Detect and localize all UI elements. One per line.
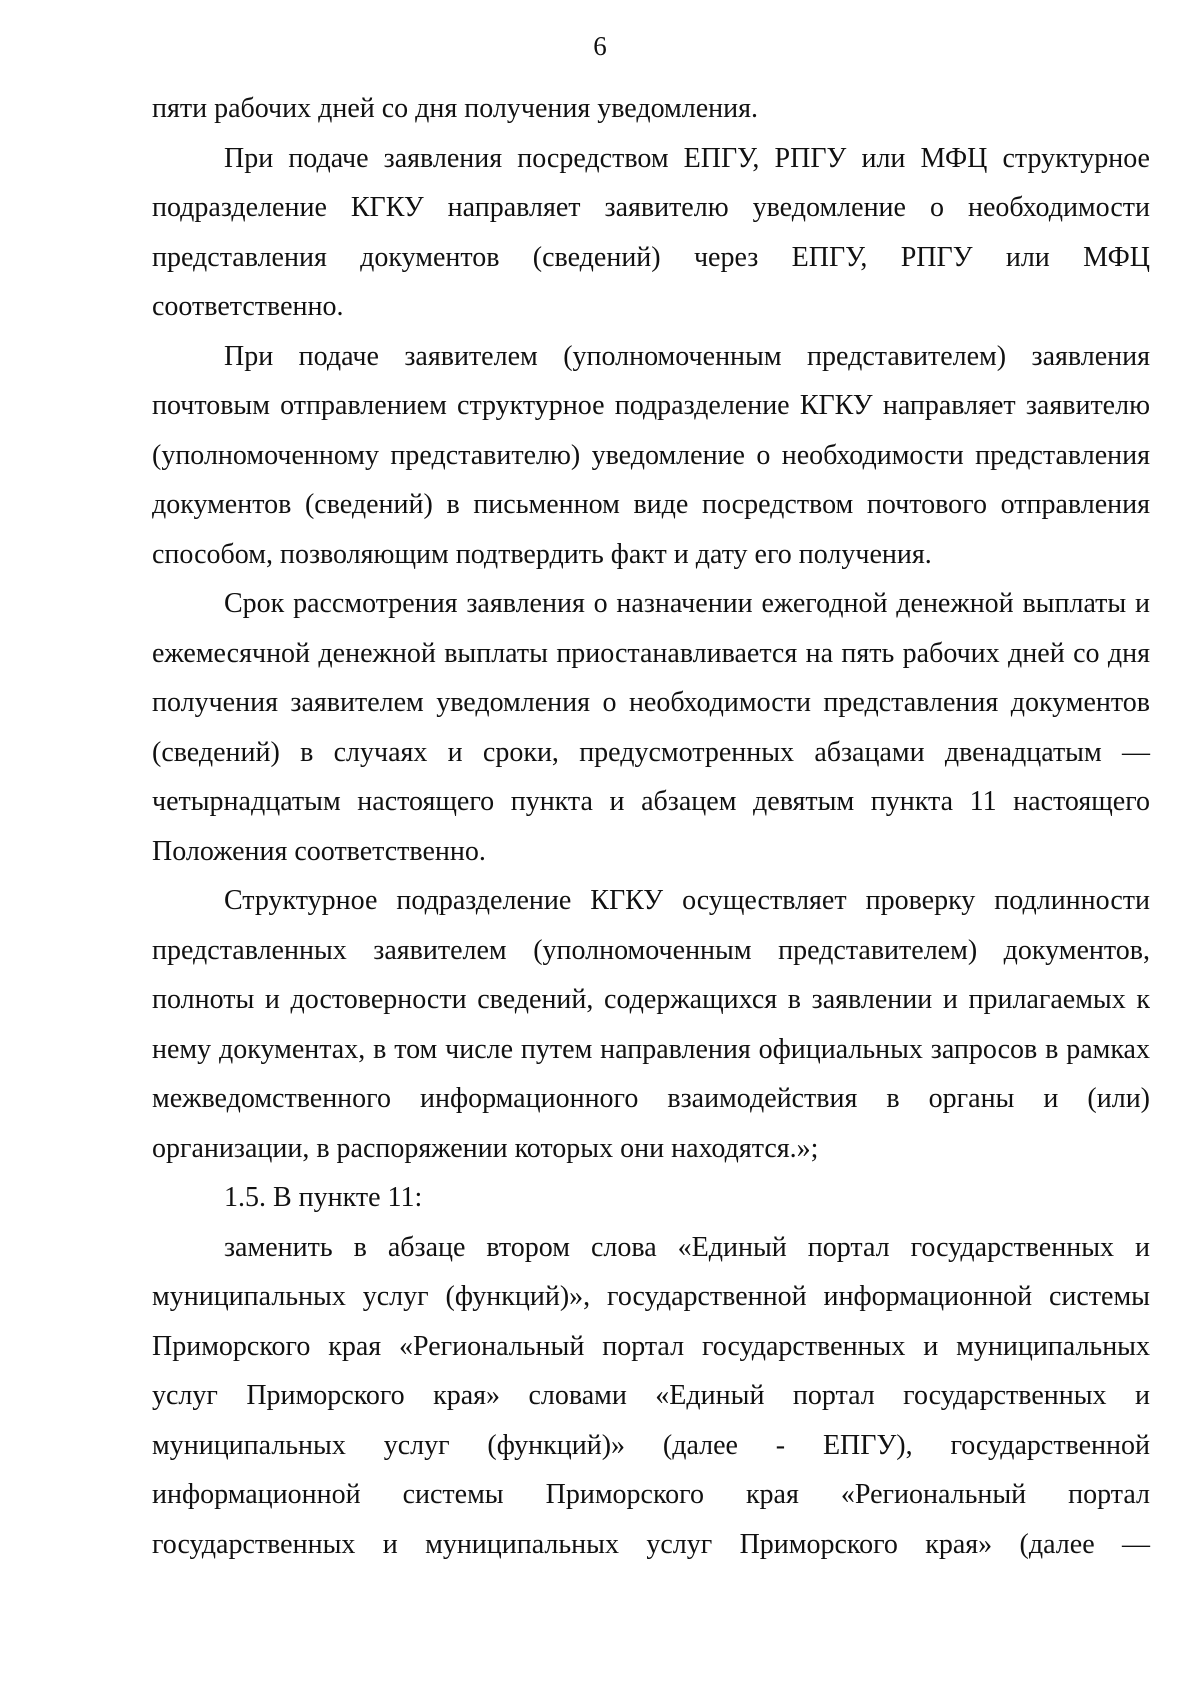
document-body: [152, 84, 1150, 1569]
paragraph-5: Структурное подразделение КГКУ осуществляет проверку подлинности представленных заявителем (уполномоченным представителем) документов, полноты и достоверности сведений, содержащихся в заявлении и прилагаемых к нему документах, в том числе путем направления официальных запросов в рамках межведомственного информационного взаимодействия в органы и (или) организации, в распоряжении которых они находятся.»;: [152, 885, 1150, 1164]
page-number: 6: [593, 31, 607, 61]
paragraph-3: При подаче заявителем (уполномоченным представителем) заявления почтовым отправлением структурное подразделение КГКУ направляет заявителю (уполномоченному представителю) уведомление о необходимости представления документов (сведений) в письменном виде посредством почтового отправления способом, позволяющим подтвердить факт и дату его получения.: [152, 340, 1150, 570]
paragraph-2: При подаче заявления посредством ЕПГУ, РПГУ или МФЦ структурное подразделение КГКУ направляет заявителю уведомление о необходимости представления документов (сведений) через ЕПГУ, РПГУ или МФЦ соответственно.: [152, 142, 1150, 322]
paragraph-4: Срок рассмотрения заявления о назначении ежегодной денежной выплаты и ежемесячной денежной выплаты приостанавливается на пять рабочих дней со дня получения заявителем уведомления о необходимости представления документов (сведений) в случаях и сроки, предусмотренных абзацами двенадцатым — четырнадцатым настоящего пункта и абзацем девятым пункта 11 настоящего Положения соответственно.: [152, 588, 1150, 867]
paragraph-1: пяти рабочих дней со дня получения уведомления.: [152, 93, 759, 124]
paragraph-7: заменить в абзаце втором слова «Единый портал государственных и муниципальных услуг (функций)», государственной информационной системы Приморского края «Региональный портал государственных и муниципальных услуг Приморского края» словами «Единый портал государственных и муниципальных услуг (функций)» (далее - ЕПГУ), государственной информационной системы Приморского края «Региональный портал государственных и муниципальных услуг Приморского края» (далее —: [152, 1231, 1150, 1560]
paragraph-6: 1.5. В пункте 11:: [224, 1182, 423, 1213]
